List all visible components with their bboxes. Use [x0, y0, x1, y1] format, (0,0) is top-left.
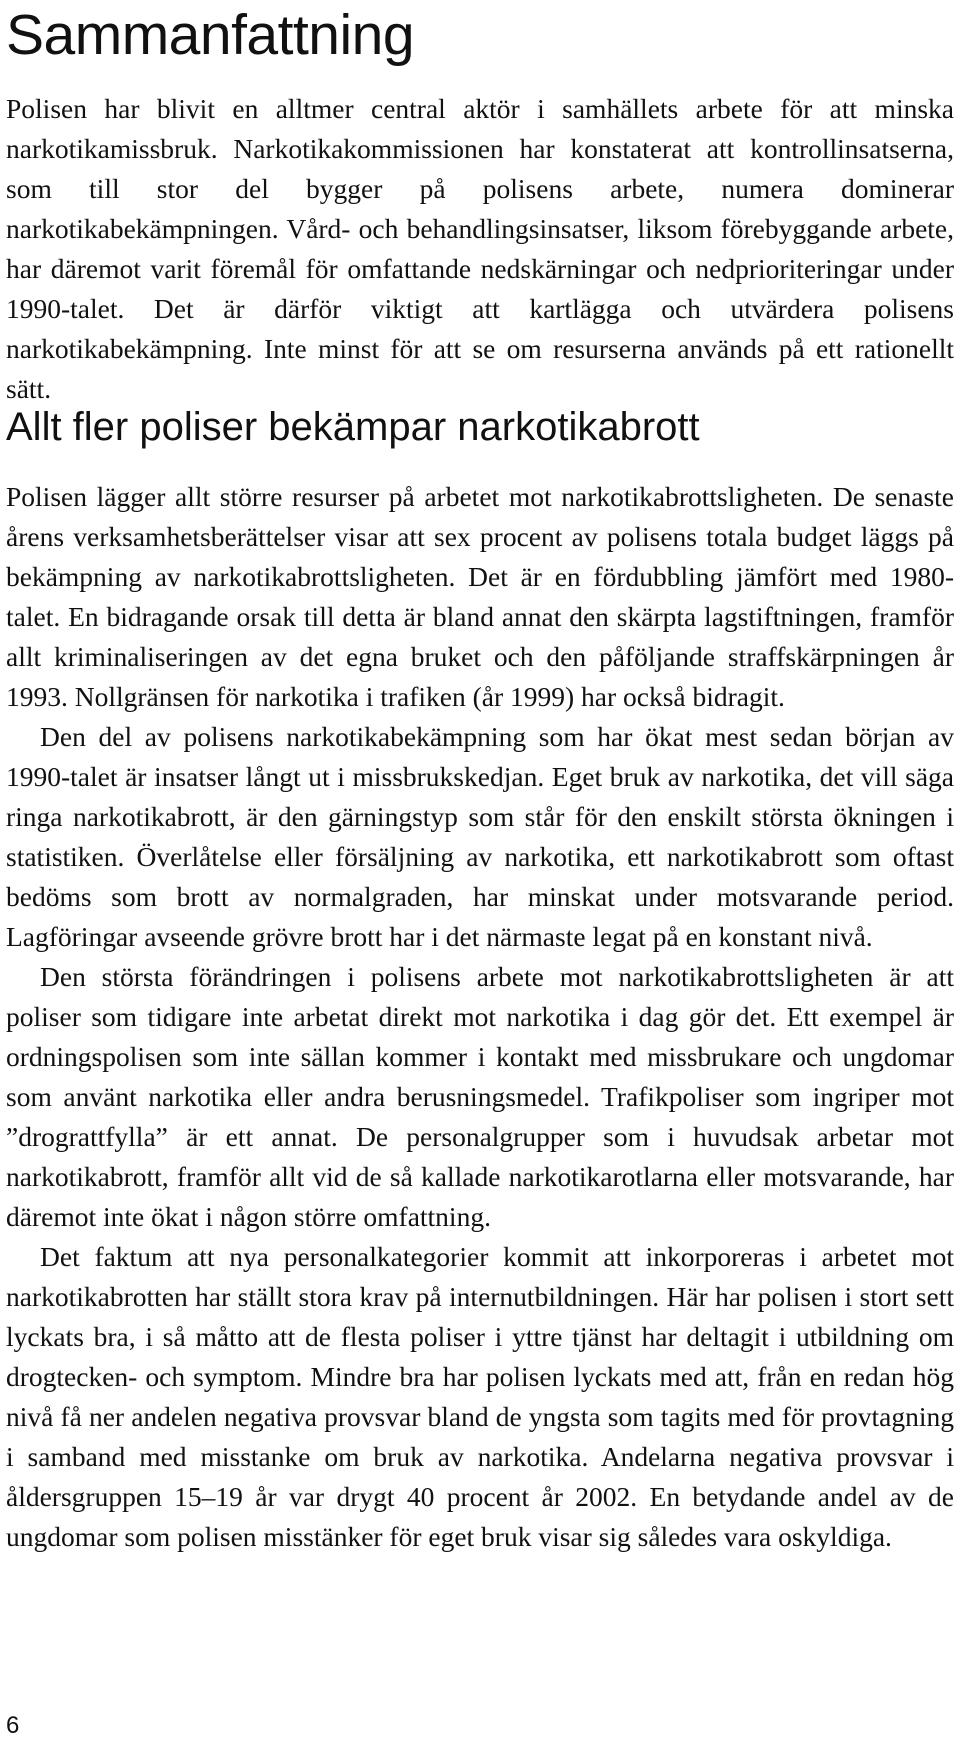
intro-paragraph: Polisen har blivit en alltmer central aktör i samhällets arbete för att minska narkotikamissbruk. Narkotikakommissionen har konstaterat att kontrollinsatserna, som till stor del bygger på polisens arbete, numera dominerar narkotikabekämpningen. Vård- och behandlingsinsatser, liksom förebyggande arbete, har däremot varit föremål för omfattande nedskärningar och nedprioriteringar under 1990-talet. Det är därför viktigt att kartlägga och utvärdera polisens narkotikabekämpning. Inte minst för att se om resurserna används på ett rationellt sätt. — [6, 93, 954, 404]
section-body — [6, 477, 954, 1557]
section-paragraph-4: Det faktum att nya personalkategorier kommit att inkorporeras i arbetet mot narkotikabrotten har ställt stora krav på internutbildningen. Här har polisen i stort sett lyckats bra, i så måtto att de flesta poliser i yttre tjänst har deltagit i utbildning om drogtecken- och symptom. Mindre bra har polisen lyckats med att, från en redan hög nivå få ner andelen negativa provsvar bland de yngsta som tagits med för provtagning i samband med misstanke om bruk av narkotika. Andelarna negativa provsvar i åldersgruppen 15–19 år var drygt 40 procent år 2002. En betydande andel av de ungdomar som polisen misstänker för eget bruk visar sig således vara oskyldiga. — [6, 1241, 954, 1552]
section-paragraph-2: Den del av polisens narkotikabekämpning som har ökat mest sedan början av 1990-talet är insatser långt ut i missbrukskedjan. Eget bruk av narkotika, det vill säga ringa narkotikabrott, är den gärningstyp som står för den enskilt största ökningen i statistiken. Överlåtelse eller försäljning av narkotika, ett narkotikabrott som oftast bedöms som brott av normalgraden, har minskat under motsvarande period. Lagföringar avseende grövre brott har i det närmaste legat på en konstant nivå. — [6, 721, 954, 952]
page-title: Sammanfattning — [6, 3, 415, 67]
page-number: 6 — [6, 1712, 20, 1739]
section-heading: Allt fler poliser bekämpar narkotikabrott — [6, 405, 700, 449]
section-paragraph-1: Polisen lägger allt större resurser på arbetet mot narkotikabrottsligheten. De senaste årens verksamhetsberättelser visar att sex procent av polisens totala budget läggs på bekämpning av narkotikabrottsligheten. Det är en fördubbling jämfört med 1980-talet. En bidragande orsak till detta är bland annat den skärpta lagstiftningen, framför allt kriminaliseringen av det egna bruket och den påföljande straffskärpningen år 1993. Nollgränsen för narkotika i trafiken (år 1999) har också bidragit. — [6, 481, 954, 712]
section-paragraph-3: Den största förändringen i polisens arbete mot narkotikabrottsligheten är att poliser som tidigare inte arbetat direkt mot narkotika i dag gör det. Ett exempel är ordningspolisen som inte sällan kommer i kontakt med missbrukare och ungdomar som använt narkotika eller andra berusningsmedel. Trafikpoliser som ingriper mot ”drograttfylla” är ett annat. De personalgrupper som i huvudsak arbetar mot narkotikabrott, framför allt vid de så kallade narkotikarotlarna eller motsvarande, har däremot inte ökat i någon större omfattning. — [6, 961, 954, 1232]
